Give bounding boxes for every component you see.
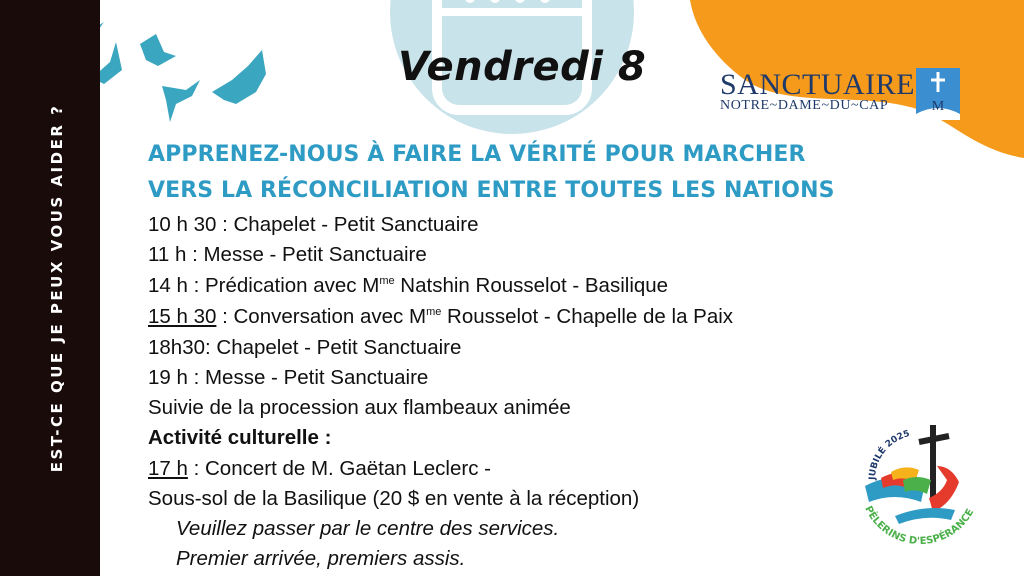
schedule-item: 14 h : Prédication avec $M^{me}$ Natshin Rousselot - Basilique [148, 274, 669, 297]
sanctuary-logo-name: SANCTUAIRE [720, 68, 916, 101]
sidebar [0, 0, 100, 576]
sanctuary-emblem-icon [912, 62, 964, 120]
theme-heading-line1: APPRENEZ-NOUS À FAIRE LA VÉRITÉ POUR MARCHER [148, 142, 806, 167]
schedule-item: 18h30: Chapelet - Petit Sanctuaire [148, 336, 462, 359]
schedule-item: 10 h 30 : Chapelet - Petit Sanctuaire [148, 213, 479, 236]
culture-note: Veuillez passer par le centre des services. [176, 517, 560, 540]
birds-icon [78, 20, 266, 122]
sidebar-help-text: EST-CE QUE JE PEUX VOUS AIDER ? [48, 103, 66, 473]
svg-text:M: M [931, 99, 945, 114]
culture-time: 17 h [148, 457, 188, 480]
page-title: Vendredi 8 [398, 44, 647, 90]
culture-note: Premier arrivée, premiers assis. [176, 547, 466, 570]
culture-item-line2: Sous-sol de la Basilique (20 $ en vente à la réception) [148, 487, 640, 510]
schedule-time: 15 h 30 [148, 305, 217, 328]
schedule-item: Suivie de la procession aux flambeaux animée [148, 396, 571, 419]
culture-heading: Activité culturelle : [148, 426, 332, 449]
jubilee-bottom-text: PÈLERINS D'ESPÉRANCE [862, 504, 977, 548]
theme-heading-line2: VERS LA RÉCONCILIATION ENTRE TOUTES LES NATIONS [148, 178, 835, 203]
schedule-item: 11 h : Messe - Petit Sanctuaire [148, 243, 427, 266]
sanctuary-logo-subtitle: NOTRE~DAME~DU~CAP [720, 98, 889, 113]
schedule-item: 15 h 30 : Conversation avec $M^{me}$ Rousselot - Chapelle de la Paix [148, 305, 734, 328]
schedule-item: 19 h : Messe - Petit Sanctuaire [148, 366, 429, 389]
jubilee-logo [855, 420, 985, 550]
jubilee-top-text: JUBILÉ 2025 [867, 428, 912, 481]
culture-item: 17 h : Concert de M. Gaëtan Leclerc - [148, 457, 491, 480]
